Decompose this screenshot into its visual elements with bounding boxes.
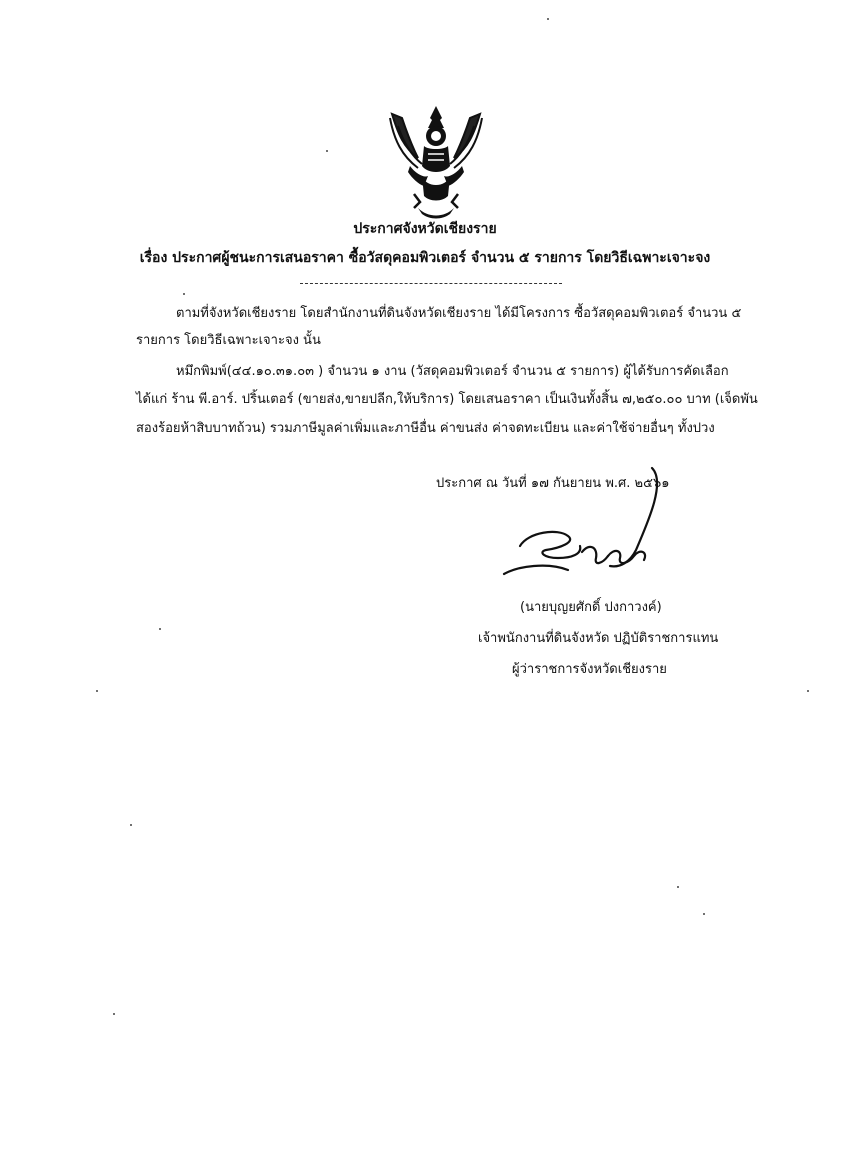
signer-position: เจ้าพนักงานที่ดินจังหวัด ปฏิบัติราชการแทน (478, 631, 719, 646)
paragraph-2-line-1: หมึกพิมพ์(๔๔.๑๐.๓๑.๐๓ ) จำนวน ๑ งาน (วัสดุคอมพิวเตอร์ จำนวน ๕ รายการ) ผู้ได้รับการคัดเลือก (176, 364, 729, 379)
scan-speck (183, 293, 185, 295)
scan-speck (96, 690, 98, 692)
scan-speck (807, 690, 809, 692)
scan-speck (547, 18, 549, 20)
scan-speck (326, 150, 328, 152)
announcement-subject: เรื่อง ประกาศผู้ชนะการเสนอราคา ซื้อวัสดุคอมพิวเตอร์ จำนวน ๕ รายการ โดยวิธีเฉพาะเจาะจง (139, 250, 711, 266)
announcement-title: ประกาศจังหวัดเชียงราย (353, 221, 497, 237)
title-divider (300, 283, 562, 284)
paragraph-2-line-2: ได้แก่ ร้าน พี.อาร์. ปริ้นเตอร์ (ขายส่ง,ขายปลีก,ให้บริการ) โดยเสนอราคา เป็นเงินทั้งสิ้น ๗,๒๕๐.๐๐ บาท (เจ็ดพัน (136, 392, 758, 407)
signer-on-behalf: ผู้ว่าราชการจังหวัดเชียงราย (512, 662, 667, 677)
scan-speck (130, 824, 132, 826)
paragraph-2-line-3: สองร้อยห้าสิบบาทถ้วน) รวมภาษีมูลค่าเพิ่มและภาษีอื่น ค่าขนส่ง ค่าจดทะเบียน และค่าใช้จ่ายอื่นๆ ทั้งปวง (136, 421, 715, 436)
scan-speck (113, 1013, 115, 1015)
announcement-date: ประกาศ ณ วันที่ ๑๗ กันยายน พ.ศ. ๒๕๖๑ (436, 476, 670, 491)
scan-speck (159, 628, 161, 630)
paragraph-1-line-1: ตามที่จังหวัดเชียงราย โดยสำนักงานที่ดินจังหวัดเชียงราย ได้มีโครงการ ซื้อวัสดุคอมพิวเตอร์ จำนวน ๕ (176, 306, 742, 321)
paragraph-1-line-2: รายการ โดยวิธีเฉพาะเจาะจง นั้น (136, 333, 321, 348)
scan-speck (703, 913, 705, 915)
handwritten-signature (498, 462, 676, 586)
scan-speck (677, 886, 679, 888)
signer-name: (นายบุญยศักดิ์ ปงกาวงค์) (520, 600, 662, 615)
garuda-emblem-icon (384, 104, 488, 220)
